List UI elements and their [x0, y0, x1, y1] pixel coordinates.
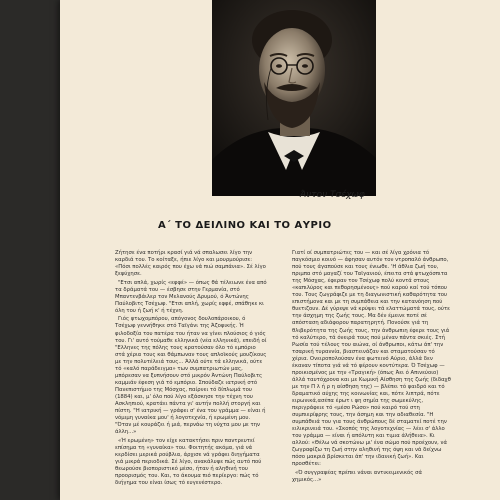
article-headline: Α΄ ΤΟ ΔΕΙΛΙΝΟ ΚΑΙ ΤΟ ΑΥΡΙΟ [158, 220, 332, 231]
right-text-column [292, 250, 452, 486]
magazine-page [60, 0, 500, 500]
portrait-caption: Άντον Τσέχωφ [300, 190, 365, 200]
left-text-column [115, 250, 267, 489]
paragraph: Γιατί οί συμπατριώτες του — και σέ λίγα χρόνια τό παγκόσμιο κοινό — άφησαν αυτόν τον ντροπαλό άνθρωπο, πού τους άγαπούσε και τους ένιωθε. 'Η άθλια ζωή του, πριμπα στό μαγαζί του Ταϊγανιού, έπειτα στά φτωχόσπιτα της Μόσχας, έφεραν τον Τσέχωφ πολύ κοντά στους «καπιλύρος και πεθορησμένους» πού καρού καί τού τόπου του. Τους ζωγράφιζε με τη διαγωνιστική καθαρότητα του επιστήμονα και με τη συμπάθεια και την κατανόηση πού θυετιζουν. Δέ γύρεψε νά κρύψει τά ελαττώματά τους, ούτε την άσχημη της ζωής τους. Μα δέν έμεινε ποτέ σέ απόσταση αδιάφορου παρατηρητή. Πονούσε γιά τη θλιβερότητα της ζωής τους, την άνθρωπιη έφερε τους γιά τό καλύτερο, τά όνειρά τους πού μέναν πάντα σκιές. Στή Ρωσία τού τέλους του αιώνα, οί άνθρωποι, κάτω άπ' την τσαρική τυραννία, βιαστεινάζαν και σταματούσαν τό χέρια. Ονειροπολούσαν ένα φωτεινό Αύριο, άλλά δεν έκαναν τίποτα γιά νά τό φέρουν κοντύτερα. Ό Τσέχωφ — προικισμένος με την «Τραγική» (όπως Άει ό Απινεύοιο) άλλά ταυτόχρονα και με Κωμική Αίσθηση της ζωής (διδαχθ με την Π λ ή ρ η αίσθηση της) — βλέπει τό φαιδρό και τό δραματικό αύχης της κοινωνίας και, πότε λιπτρά, πότε ειρωνικά,ασέπα έρωτ ι φη σημία της σωμεκύλης, περιγράφειε τό «μέσο Ρώσο» πού καιρό τού στη συμπιερίφρης τους, την άσημη και την αδιαθεσία. "Η συμπάθειά του για τους άνθρώπους δέ σταματεί ποτέ την ειλικρινειά του. «Σκοπός της λογοτεχνίας — λέει σ' άλλο του γράμμα — είναι ή απόλυτη και τιμια άλήθεια». Κι αλλού: «Θέλω νά σκοτώνω μι' ένα σώμο πού προέχουν, νά ζωγραφίζω τη ζωή στην αληθινή της όψη και νά δείχνω πόσο μακριά βρίσκεται άπ' την ιδανική ζωή». Και προσθέτει: [292, 250, 451, 468]
paragraph: «Ό συγγραφέας πρέπει νάναι αντικειμενικός σά χημικός...» [292, 469, 422, 483]
paragraph: Γιός φτωχομπόρου, απόγονος δουλοπάροικου, ό Τσέχωφ γεννήθηκε στό Ταϊγάνι της Άζοφικής. Ή φιλοδοξία του πατέρα του ήταν να γίνει πλούσιος ό γιός του. Γι' αυτό τούμαθε ελληνικά (νέα ελληνικά), επειδή οί "Ελληνες της πόλης τους κρατούσαν όλο τό εμπόριο στά χέρια τους και θάμπωναν τους απλοϊκούς μουζίκους με την πολυτέλειά τους... Άλλά ούτε τά ελληνικά, ούτε τό «καλό παράδειγμα» των συμπατριωτών μας, μπόρεσαν να ξυπνήσουν στό μικρόν Άντώνη Παύλοβιτς καμμιάν έφεση γιά τό εμπόριο. Σπούδαζε ιατρική στό Πανεπιστήμιο της Μόσχας, παίρνει τό δίπλωμά του (1884) και, μ' όλο πού λίγο εξάσκησε την τέχνη του Ασκληπιού, κρατάει πάντα γι' αυτήν πολλή στοργή και πίστη. "Η ιατρική — γράφει σ' ένα του γράμμα — είναι ή νόμιμη γυναίκα μου' ή λογοτεχνία, ή ερωμένη μου. "Όταν μέ κουράζει ή μιά, περνάω τη νύχτα μου με την άλλη...» [115, 316, 267, 436]
paragraph: "Ετσι απλά, χωρίς «εφφέ» — όπως θά τέλειωνε ένα από τα δράματά του — έσβησε στην Γερμανία, στό Μπαντενβάιλερ τον Μελανούς Δρυμού, ό Άντώνης Παύλοβιτς Τσέχωφ. "Ετσι απλή, χωρίς εφφέ, σπάθηκε κι όλη του ή ζωή κ' ή τέχνη. [115, 279, 267, 314]
chekhov-portrait-photo [212, 0, 376, 196]
paragraph: Ζήτησε ένα ποτήρι κρασί γιά νά σπαλωσει λίγο την καρδιά του. Το κοίταξε, ήπιε λίγο και μουρμούρισε: «Πόσι πολλές καιρός που έχω νά πιώ σαμπάνια». Σέ λίγο ξεψύχησε. [115, 250, 266, 278]
paragraph: «Ή ερωμένη» τον είχε κατακτήσει πριν παντρευτεί επίσημα τη «γυναίκα» του. Φοιτητής ακόμα, γιά νά κερδίσει μερικά ρούβλια, άρχισε νά γράφει διηγήματα γιά μικρά περιοδικά. Σέ λίγο, ανακάλυψε πώς αυτό πού θεωρούσε βιοποριστικό μέσο, ήταν ή αληθινή του προορισμός του. Και, το άκουμα πιό περίεργο: πώς τό διήγημα του είναι ίσως τό ευγενέστερο. [115, 437, 262, 486]
